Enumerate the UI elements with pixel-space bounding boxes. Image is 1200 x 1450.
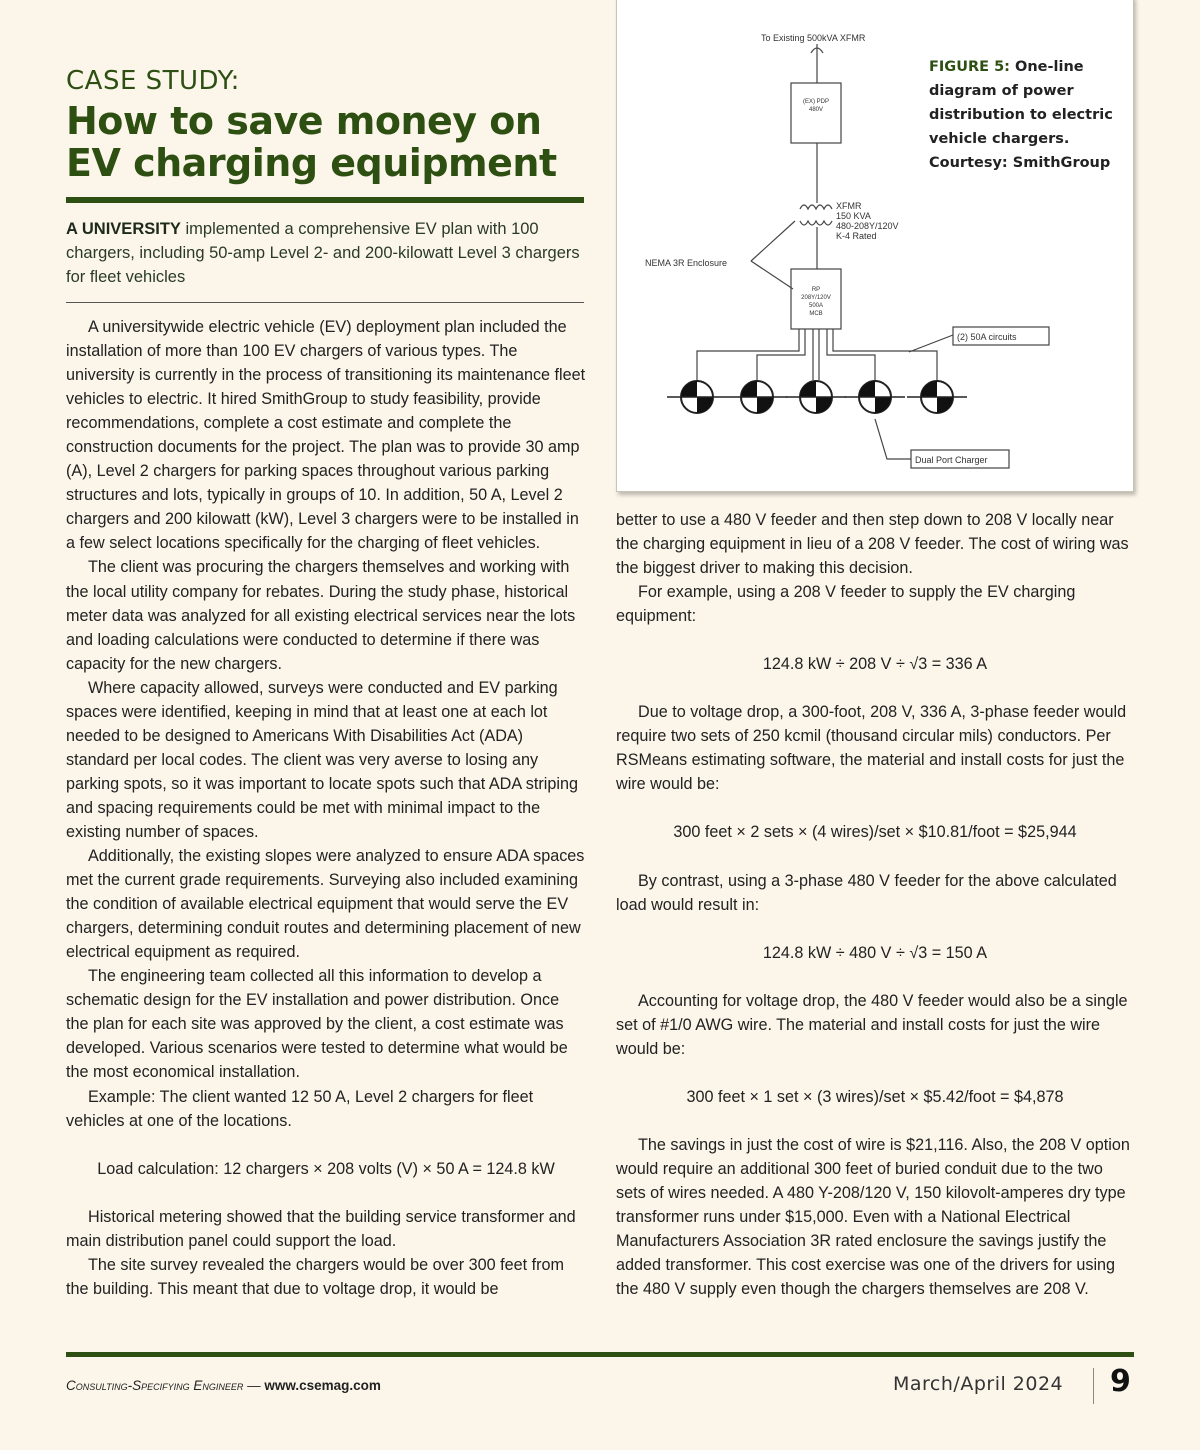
footer-rule xyxy=(66,1352,1134,1357)
body-paragraph: Historical metering showed that the building service transformer and main distribution panel could support the load. xyxy=(66,1207,576,1250)
body-paragraph: For example, using a 208 V feeder to supply the EV charging equipment: xyxy=(616,583,1076,626)
right-column xyxy=(616,508,1134,1301)
deck xyxy=(66,217,584,289)
caption-label: FIGURE 5: xyxy=(929,59,1010,75)
equation: Load calculation: 12 chargers × 208 volts (V) × 50 A = 124.8 kW xyxy=(97,1159,555,1178)
figure-diagram xyxy=(616,0,1134,492)
headline-rule xyxy=(66,197,584,203)
left-column xyxy=(66,315,586,1301)
body-paragraph: The engineering team collected all this information to develop a schematic design for the EV installation and power distribution. Once the plan for each site was approved by the client, a cost estimate was developed. Various scenarios were tested to determine what would be the most economical installation. xyxy=(66,967,568,1082)
magazine-name: Consulting-Specifying Engineer xyxy=(66,1378,244,1393)
label-pdp-1: (EX) PDP xyxy=(802,99,830,105)
charger-symbol xyxy=(667,381,727,413)
label-pdp-2: 480V xyxy=(808,107,824,113)
equation: 300 feet × 2 sets × (4 wires)/set × $10.81/foot = $25,944 xyxy=(673,823,1077,842)
magazine-url[interactable]: www.csemag.com xyxy=(264,1378,381,1393)
label-xfmr-4: K-4 Rated xyxy=(836,231,877,241)
deck-lead: A UNIVERSITY xyxy=(66,220,181,238)
caption-text: One-line diagram of power distribution to electric vehicle chargers. Courtesy: SmithGroup xyxy=(929,59,1113,171)
label-rp-4: MCB xyxy=(809,311,823,317)
body-paragraph: The site survey revealed the chargers would be over 300 feet from the building. This meant that due to voltage drop, it would be xyxy=(66,1255,564,1298)
issue-date: March/April 2024 xyxy=(893,1373,1064,1395)
label-xfmr-1: XFMR xyxy=(836,201,862,211)
charger-symbol xyxy=(845,381,905,413)
headline: How to save money on EV charging equipment xyxy=(66,99,557,185)
label-enclosure: NEMA 3R Enclosure xyxy=(645,258,728,268)
label-xfmr-2: 150 KVA xyxy=(836,211,871,221)
figure-caption xyxy=(929,55,1119,175)
label-rp-1: RP xyxy=(811,287,821,293)
body-paragraph: Accounting for voltage drop, the 480 V feeder would also be a single set of #1/0 AWG wire. The material and install costs for just the wire would be: xyxy=(616,991,1128,1058)
equation: 124.8 kW ÷ 480 V ÷ √3 = 150 A xyxy=(762,943,988,962)
body-paragraph: The savings in just the cost of wire is $21,116. Also, the 208 V option would require an additional 300 feet of buried conduit due to the two sets of wires needed. A 480 Y-208/120 V, 150 kilovolt-amperes dry type transformer runs under $15,000. Even with a National Electrical Manufacturers Association 3R rated enclosure the savings justify the added transformer. This cost exercise was one of the drivers for using the 480 V supply even though the chargers themselves are 208 V. xyxy=(616,1135,1130,1299)
charger-symbol xyxy=(907,381,967,413)
label-charger: Dual Port Charger xyxy=(915,455,988,465)
label-rp-2: 208Y/120V xyxy=(801,295,831,301)
body-paragraph: Example: The client wanted 12 50 A, Level 2 chargers for fleet vehicles at one of the locations. xyxy=(66,1087,534,1130)
body-paragraph: Where capacity allowed, surveys were conducted and EV parking spaces were identified, keeping in mind that at least one at each lot needed to be designed to Americans With Disabilities Act (ADA) standard per local codes. The client was very averse to losing any parking spots, so it was important to locate spots such that ADA striping and spacing requirements could be met with minimal impact to the existing number of spaces. xyxy=(66,678,578,841)
label-xfmr-3: 480-208Y/120V xyxy=(836,221,899,231)
body-paragraph: By contrast, using a 3-phase 480 V feeder for the above calculated load would result in: xyxy=(616,871,1117,914)
body-paragraph: The client was procuring the chargers themselves and working with the local utility company for rebates. During the study phase, historical meter data was analyzed for all existing electrical services near the lots and loading calculations were conducted to determine if there was capacity for the new chargers. xyxy=(66,558,576,673)
body-paragraph: better to use a 480 V feeder and then step down to 208 V locally near the charging equipment in lieu of a 208 V feeder. The cost of wiring was the biggest driver to making this decision. xyxy=(616,511,1129,578)
deck-rule xyxy=(66,302,584,303)
kicker: CASE STUDY: xyxy=(66,66,240,96)
charger-symbol xyxy=(786,381,846,413)
body-paragraph: A universitywide electric vehicle (EV) deployment plan included the installation of more than 100 EV chargers of various types. The university is currently in the process of transitioning its maintenance fleet vehicles to electric. It hired SmithGroup to study feasibility, provide recommendations, complete a cost estimate and complete the construction documents for the project. The plan was to provide 30 amp (A), Level 2 chargers for parking spaces throughout various parking structures and lots, typically in groups of 10. In addition, 50 A, Level 2 chargers and 200 kilowatt (kW), Level 3 chargers were to be installed in a few select locations specifically for the charging of fleet vehicles. xyxy=(66,318,586,553)
body-paragraph: Additionally, the existing slopes were analyzed to ensure ADA spaces met the current grade requirements. Surveying also included examining the condition of available electrical equipment that would serve the EV chargers, determining conduit routes and determining placement of new electrical equipment as required. xyxy=(66,847,585,962)
deck-text: implemented a comprehensive EV plan with 100 chargers, including 50-amp Level 2- and 200-kilowatt Level 3 chargers for fleet vehicles xyxy=(66,220,580,286)
equation: 124.8 kW ÷ 208 V ÷ √3 = 336 A xyxy=(762,655,988,674)
charger-symbols xyxy=(667,381,967,413)
charger-symbol xyxy=(727,381,787,413)
label-existing-xfmr: To Existing 500kVA XFMR xyxy=(761,33,866,43)
page-number: 9 xyxy=(1110,1364,1131,1399)
footer-separator xyxy=(1093,1368,1094,1404)
footer-dash: — xyxy=(243,1378,265,1393)
equation: 300 feet × 1 set × (3 wires)/set × $5.42/foot = $4,878 xyxy=(686,1087,1064,1106)
footer-magazine xyxy=(66,1378,381,1393)
label-rp-3: 500A xyxy=(808,303,824,309)
body-paragraph: Due to voltage drop, a 300-foot, 208 V, 336 A, 3-phase feeder would require two sets of 250 kcmil (thousand circular mils) conductors. Per RSMeans estimating software, the material and install costs for just the wire would be: xyxy=(616,703,1127,794)
label-circuits: (2) 50A circuits xyxy=(957,332,1017,342)
